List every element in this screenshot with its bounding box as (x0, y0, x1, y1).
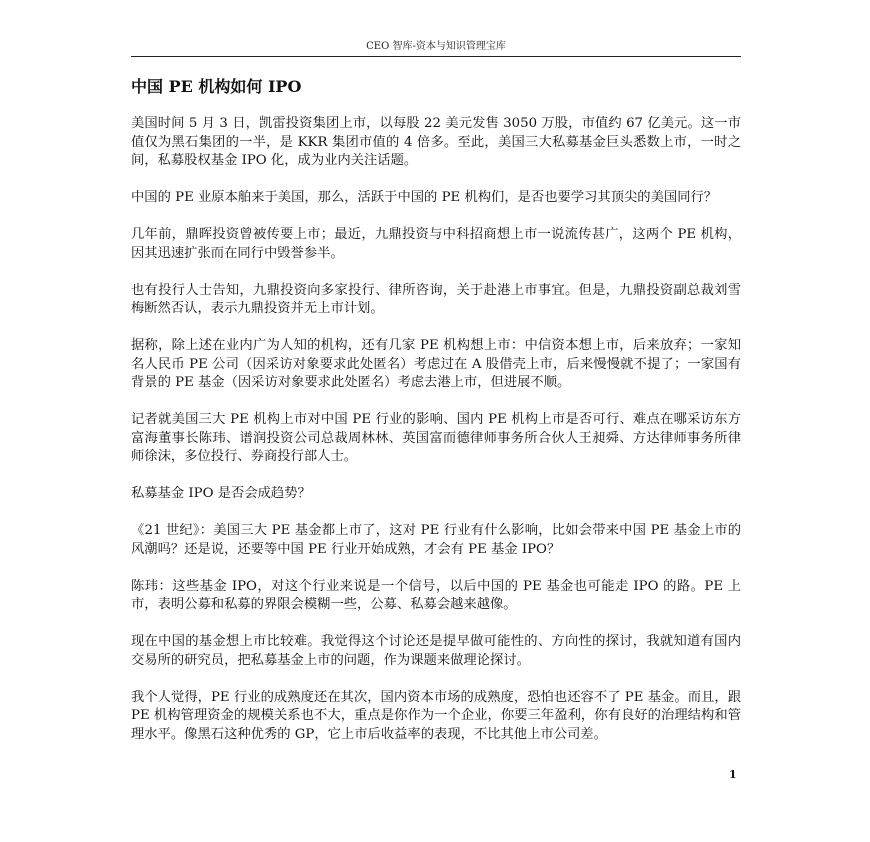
paragraph: 我个人觉得，PE 行业的成熟度还在其次，国内资本市场的成熟度，恐怕也还容不了 PE 基金。而且，跟 PE 机构管理资金的规模关系也不大，重点是你作为一个企业，你要三年盈利，你有良好的治理结构和管理水平。像黑石这种优秀的 GP，它上市后收益率的表现，不比其他上市公司差。 (131, 689, 741, 742)
paragraph: 《21 世纪》：美国三大 PE 基金都上市了，这对 PE 行业有什么影响，比如会带来中国 PE 基金上市的风潮吗？还是说，还要等中国 PE 行业开始成熟，才会有 PE 基金 IPO？ (131, 523, 741, 557)
article-body (131, 115, 741, 763)
article-title: 中国 PE 机构如何 IPO (131, 77, 302, 96)
paragraph: 几年前，鼎晖投资曾被传要上市；最近，九鼎投资与中科招商想上市一说流传甚广，这两个 PE 机构，因其迅速扩张而在同行中毁誉参半。 (131, 227, 741, 261)
paragraph: 现在中国的基金想上市比较难。我觉得这个讨论还是提早做可能性的、方向性的探讨，我就知道有国内交易所的研究员，把私募基金上市的问题，作为课题来做理论探讨。 (131, 634, 741, 668)
paragraph: 中国的 PE 业原本舶来于美国，那么，活跃于中国的 PE 机构们，是否也要学习其顶尖的美国同行？ (131, 190, 718, 205)
paragraph: 陈玮：这些基金 IPO，对这个行业来说是一个信号，以后中国的 PE 基金也可能走 IPO 的路。PE 上市，表明公募和私募的界限会模糊一些，公募、私募会越来越像。 (131, 578, 741, 612)
paragraph: 记者就美国三大 PE 机构上市对中国 PE 行业的影响、国内 PE 机构上市是否可行、难点在哪采访东方富海董事长陈玮、谱润投资公司总裁周林林、英国富而德律师事务所合伙人王昶舜、方达律师事务所律师徐沫，多位投行、券商投行部人士。 (131, 412, 741, 464)
page-number: 1 (729, 768, 737, 781)
paragraph: 据称，除上述在业内广为人知的机构，还有几家 PE 机构想上市：中信资本想上市，后来放弃；一家知名人民币 PE 公司（因采访对象要求此处匿名）考虑过在 A 股借壳上市，后来慢慢就不提了；一家国有背景的 PE 基金（因采访对象要求此处匿名）考虑去港上市，但进展不顺。 (131, 338, 741, 390)
running-header: CEO 智库-资本与知识管理宝库 (131, 40, 741, 57)
paragraph: 也有投行人士告知，九鼎投资向多家投行、律所咨询，关于赴港上市事宜。但是，九鼎投资副总裁刘雪梅断然否认，表示九鼎投资并无上市计划。 (131, 282, 741, 316)
section-heading: 私募基金 IPO 是否会成趋势？ (131, 486, 311, 501)
paragraph: 美国时间 5 月 3 日，凯雷投资集团上市，以每股 22 美元发售 3050 万股，市值约 67 亿美元。这一市值仅为黑石集团的一半，是 KKR 集团市值的 4 倍多。至此，美国三大私募基金巨头悉数上市，一时之间，私募股权基金 IPO 化，成为业内关注话题。 (131, 116, 741, 168)
